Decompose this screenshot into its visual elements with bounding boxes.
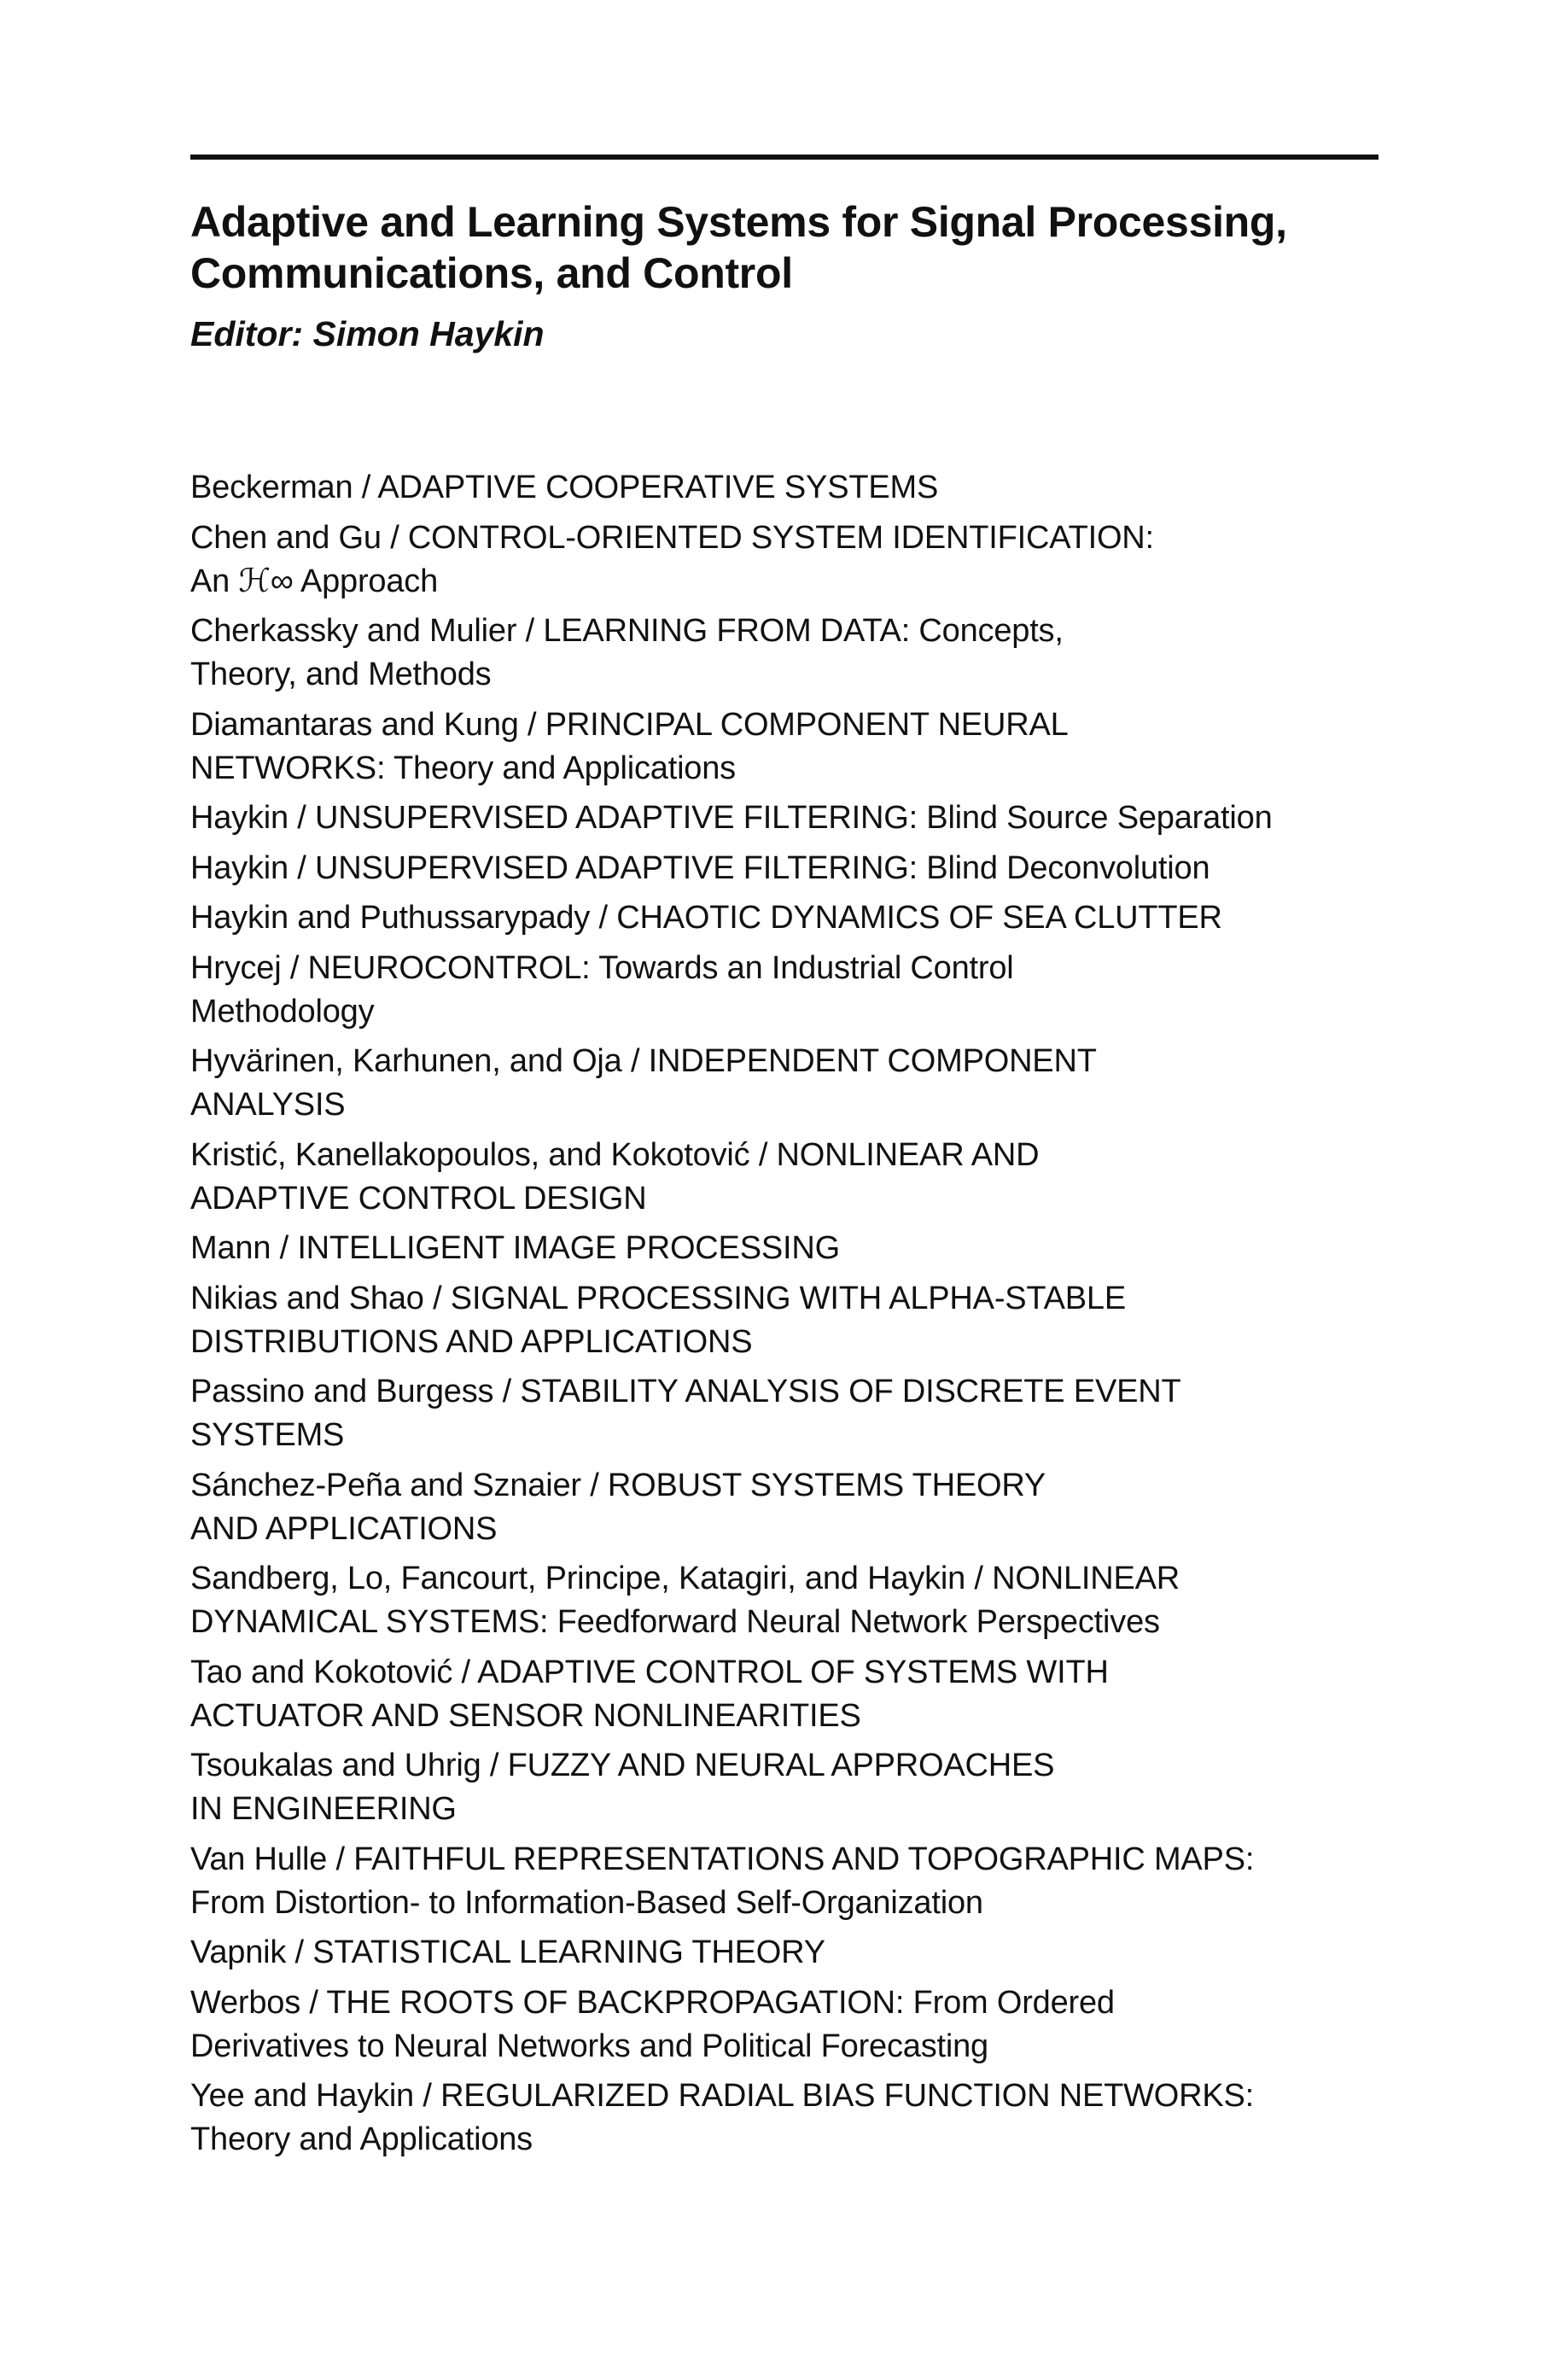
series-editor: Editor: Simon Haykin [190, 314, 545, 353]
book-entry [190, 1931, 1385, 1975]
book-entry-line: Tsoukalas and Uhrig / FUZZY AND NEURAL APPROACHES [190, 1748, 1055, 1783]
book-entry-line: An ℋ∞ Approach [190, 563, 439, 599]
book-entry [190, 1651, 1385, 1738]
book-entry-line: Vapnik / STATISTICAL LEARNING THEORY [190, 1934, 825, 1970]
book-entry-line: From Distortion- to Information-Based Self-Organization [190, 1884, 983, 1921]
series-title-line-2: Communications, and Control [190, 249, 793, 297]
book-entry-line: Haykin / UNSUPERVISED ADAPTIVE FILTERING: Blind Deconvolution [190, 849, 1210, 886]
book-entry-line: AND APPLICATIONS [190, 1510, 498, 1547]
book-entry [190, 847, 1385, 890]
book-entry [190, 703, 1385, 791]
book-entry-line: ANALYSIS [190, 1087, 346, 1123]
book-entry [190, 947, 1385, 1034]
book-entry-line: Derivatives to Neural Networks and Political Forecasting [190, 2028, 988, 2064]
book-entry [190, 896, 1385, 940]
book-entry-line: Theory and Applications [190, 2121, 533, 2157]
book-entry-line: Methodology [190, 993, 375, 1030]
book-entry [190, 1040, 1385, 1127]
book-entry [190, 1744, 1385, 1831]
series-title [190, 196, 1385, 299]
book-entry-line: DISTRIBUTIONS AND APPLICATIONS [190, 1323, 753, 1360]
book-entry [190, 2074, 1385, 2162]
book-entry-line: ADAPTIVE CONTROL DESIGN [190, 1180, 647, 1217]
book-entry-line: IN ENGINEERING [190, 1791, 457, 1827]
book-entry-line: NETWORKS: Theory and Applications [190, 750, 736, 786]
book-entry-line: Theory, and Methods [190, 656, 492, 692]
book-entry-line: DYNAMICAL SYSTEMS: Feedforward Neural Network Perspectives [190, 1604, 1160, 1640]
book-entry-line: SYSTEMS [190, 1417, 345, 1453]
book-entry [190, 516, 1385, 604]
series-title-line-1: Adaptive and Learning Systems for Signal Processing, [190, 198, 1287, 246]
book-entry [190, 610, 1385, 697]
book-entry-line: Hrycej / NEUROCONTROL: Towards an Industrial Control [190, 949, 1014, 986]
book-entry [190, 1134, 1385, 1221]
book-entry [190, 466, 1385, 510]
book-entry-line: Tao and Kokotović / ADAPTIVE CONTROL OF SYSTEMS WITH [190, 1654, 1109, 1690]
book-entry-line: Chen and Gu / CONTROL-ORIENTED SYSTEM IDENTIFICATION: [190, 519, 1154, 556]
book-entry-line: Hyvärinen, Karhunen, and Oja / INDEPENDENT COMPONENT [190, 1043, 1097, 1079]
book-entry-line: Nikias and Shao / SIGNAL PROCESSING WITH ALPHA-STABLE [190, 1280, 1126, 1316]
book-entry [190, 1277, 1385, 1364]
book-entry [190, 1838, 1385, 1925]
book-entry-line: Haykin / UNSUPERVISED ADAPTIVE FILTERING: Blind Source Separation [190, 800, 1273, 836]
book-series-page [190, 0, 1385, 2369]
book-entry-line: Cherkassky and Mulier / LEARNING FROM DATA: Concepts, [190, 613, 1064, 649]
top-rule-divider [190, 155, 1379, 160]
book-entry-line: ACTUATOR AND SENSOR NONLINEARITIES [190, 1697, 861, 1734]
book-entry [190, 796, 1385, 840]
book-entry-line: Haykin and Puthussarypady / CHAOTIC DYNAMICS OF SEA CLUTTER [190, 900, 1222, 936]
book-entry-line: Yee and Haykin / REGULARIZED RADIAL BIAS FUNCTION NETWORKS: [190, 2078, 1255, 2114]
book-entry-line: Van Hulle / FAITHFUL REPRESENTATIONS AND TOPOGRAPHIC MAPS: [190, 1841, 1255, 1877]
book-entry [190, 1981, 1385, 2068]
book-entry-line: Diamantaras and Kung / PRINCIPAL COMPONENT NEURAL [190, 706, 1069, 743]
book-entry-line: Sánchez-Peña and Sznaier / ROBUST SYSTEMS THEORY [190, 1467, 1046, 1503]
book-entry [190, 1557, 1385, 1644]
book-entry-line: Beckerman / ADAPTIVE COOPERATIVE SYSTEMS [190, 470, 939, 505]
book-entry-line: Werbos / THE ROOTS OF BACKPROPAGATION: From Ordered [190, 1984, 1115, 2021]
book-entry-line: Sandberg, Lo, Fancourt, Principe, Katagiri, and Haykin / NONLINEAR [190, 1561, 1180, 1596]
book-entry [190, 1464, 1385, 1551]
book-entry-line: Kristić, Kanellakopoulos, and Kokotović / NONLINEAR AND [190, 1136, 1040, 1173]
book-entry-line: Passino and Burgess / STABILITY ANALYSIS OF DISCRETE EVENT [190, 1374, 1181, 1409]
book-entry [190, 1227, 1385, 1270]
book-entry-line: Mann / INTELLIGENT IMAGE PROCESSING [190, 1230, 840, 1266]
book-entry [190, 1370, 1385, 1457]
book-list [190, 466, 1385, 2168]
